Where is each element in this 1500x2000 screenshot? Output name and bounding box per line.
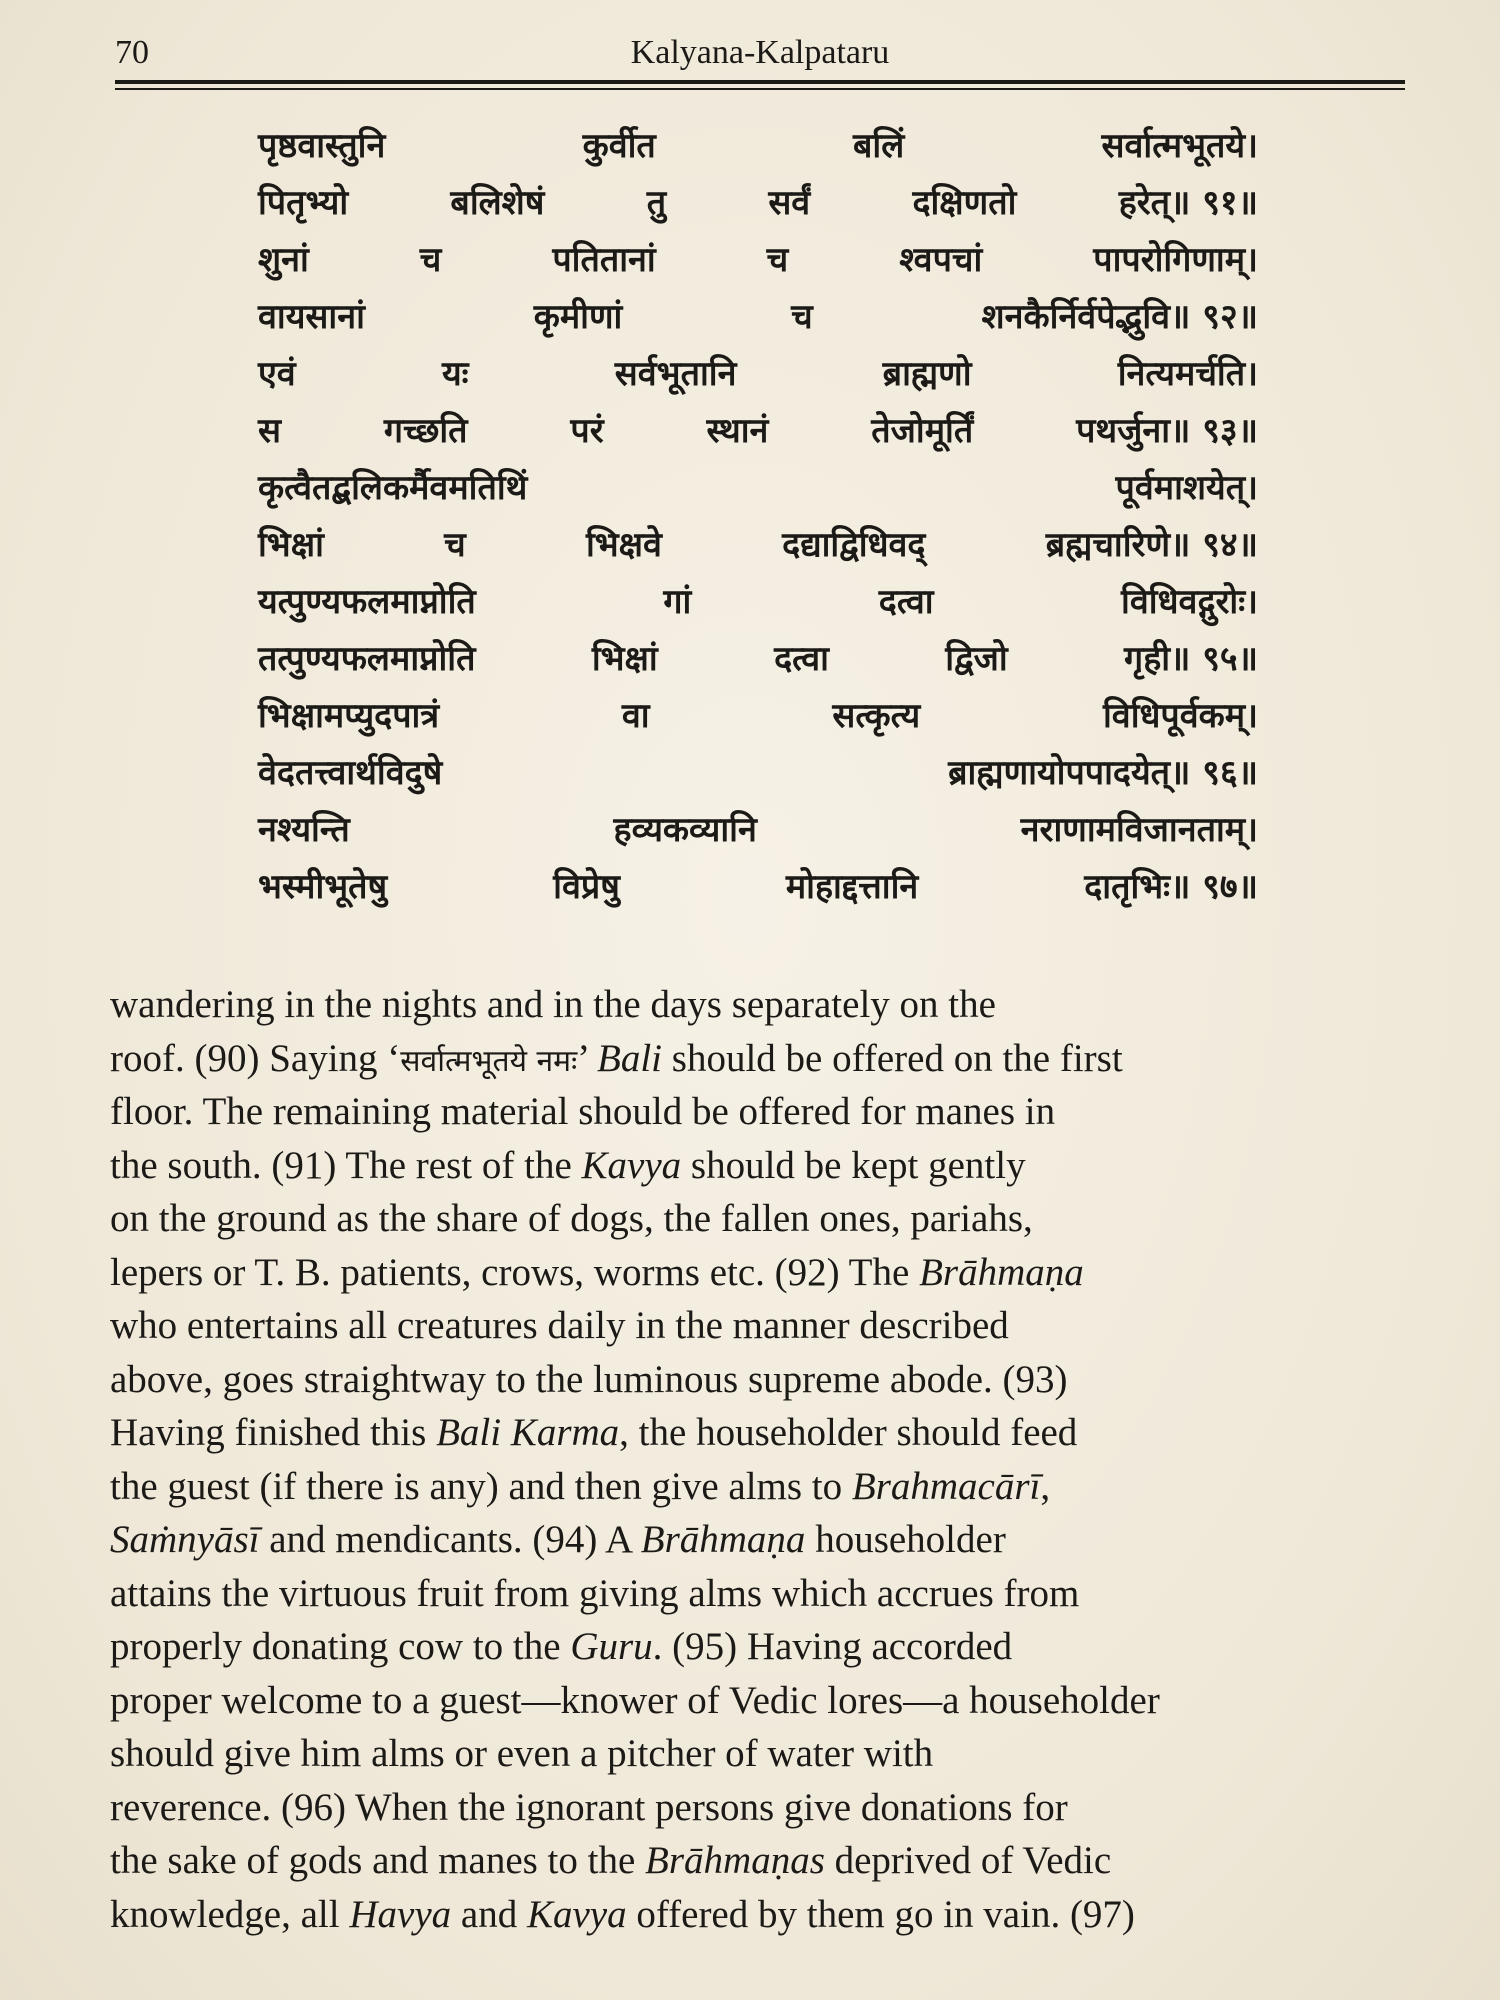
verse-word: दत्वा [774,639,829,679]
prose-segment: on the ground as the share of dogs, the fallen ones, pariahs, [110,1197,1033,1240]
prose-segment: , the householder should feed [619,1411,1078,1454]
prose-segment: Brahmacārī [851,1464,1041,1508]
prose-line [110,1085,1400,1139]
prose-segment: properly donating cow to the [110,1625,571,1668]
prose-segment: and [451,1892,527,1936]
verse-word: पूर्वमाशयेत्। [1115,468,1258,508]
prose-line [110,1620,1400,1674]
prose-segment: Bali Karma [436,1411,620,1454]
prose-segment: lepers or T. B. patients, crows, worms etc. (92) The [110,1250,920,1294]
prose-segment: Brāhmaṇa [640,1518,806,1561]
prose-segment: and mendicants. (94) A [259,1518,641,1561]
verse-word: पथर्जुना॥ ९३॥ [1076,411,1258,451]
prose-segment: the south. (91) The rest of the [110,1143,582,1187]
verse-word: विप्रेषु [553,867,620,907]
verse-word: च [766,240,789,280]
verse-word: मोहाद्दत्तानि [785,867,919,907]
verse-line [258,289,1258,346]
prose-segment: householder [805,1518,1006,1561]
verse-line [258,403,1258,460]
prose-segment: should give him alms or even a pitcher of water with [110,1732,934,1775]
verse-word: द्विजो [945,639,1008,679]
verse-word: भिक्षां [591,639,658,679]
prose-segment: Brāhmaṇa [919,1250,1084,1294]
verse-word: भिक्षामप्युदपात्रं [258,696,440,736]
verse-word: नराणामविजानताम्। [1020,810,1258,850]
verse-word: हरेत्॥ ९१॥ [1118,183,1258,223]
verse-word: दातृभिः॥ ९७॥ [1084,867,1258,907]
verse-line [258,688,1258,745]
verse-line [258,232,1258,289]
verse-word: च [419,240,442,280]
prose-line [110,1567,1400,1621]
verse-word: बलिशेषं [450,183,545,223]
prose-line [110,1192,1400,1246]
verse-word: श्वपचां [899,240,983,280]
page-header [115,30,1405,80]
prose-segment: should be offered on the first [662,1036,1123,1080]
verse-word: ब्राह्मणो [882,354,972,394]
prose-segment: ’ [577,1036,598,1080]
verse-word: सत्कृत्य [832,696,921,736]
prose-segment: deprived of Vedic [824,1839,1112,1882]
verse-word: यत्पुण्यफलमाप्नोति [258,582,476,622]
verse-word: स [258,411,281,451]
verse-word: पापरोगिणाम्। [1093,240,1258,280]
verse-word: कृमीणां [533,297,623,337]
prose-segment: attains the virtuous fruit from giving alms which accrues from [110,1571,1080,1615]
prose-segment: Guru [570,1625,653,1668]
prose-line [110,1513,1400,1567]
header-rule-thin [115,88,1405,90]
verse-word: दद्याद्विधिवद् [782,525,926,565]
verse-word: शनकैर्निर्वपेद्भुवि॥ ९२॥ [981,297,1258,337]
verse-word: कुर्वीत [582,126,656,166]
verse-word: बलिं [853,126,905,166]
prose-segment: wandering in the nights and in the days separately on the [110,983,996,1026]
verse-word: च [791,297,813,337]
page-number: 70 [115,34,149,71]
prose-segment: . (95) Having accorded [652,1625,1013,1668]
verse-word: ब्राह्मणायोपपादयेत्॥ ९६॥ [948,753,1258,793]
prose-segment: knowledge, all [110,1892,350,1936]
prose-segment: Brāhmaṇas [645,1839,825,1882]
verse-word: कृत्वैतद्बलिकर्मैवमतिथिं [258,468,528,508]
prose-line [110,1299,1400,1353]
prose-segment: the guest (if there is any) and then give alms to [110,1464,852,1508]
prose-segment: Kavya [581,1143,682,1187]
verse-word: सर्वं [768,183,811,223]
prose-line [110,1246,1400,1300]
prose-segment: Having finished this [110,1411,437,1454]
verse-word: सर्वभूतानि [614,354,737,394]
verse-word: भस्मीभूतेषु [258,867,388,907]
prose-segment: floor. The remaining material should be offered for manes in [110,1090,1056,1133]
verse-word: पतितानां [552,240,656,280]
prose-line [110,1727,1400,1781]
verse-word: वेदतत्त्वार्थविदुषे [258,753,443,793]
prose-line [110,1781,1400,1835]
verse-line [258,745,1258,802]
verse-line [258,802,1258,859]
verse-word: च [444,525,466,565]
verse-word: भिक्षां [258,525,324,565]
verse-word: दक्षिणतो [912,183,1017,223]
running-title: Kalyana-Kalpataru [630,34,890,71]
prose-segment: reverence. (96) When the ignorant persons give donations for [110,1785,1068,1829]
prose-segment: roof. (90) Saying ‘ [110,1036,401,1080]
verse-word: पृष्ठवास्तुनि [258,126,386,166]
verse-line [258,175,1258,232]
prose-segment: Kavya [526,1892,627,1936]
sanskrit-inline-phrase: सर्वात्मभूतये नमः [400,1043,578,1079]
prose-segment: the sake of gods and manes to the [110,1839,646,1882]
prose-line [110,1888,1400,1942]
prose-line [110,1032,1400,1086]
verse-line [258,631,1258,688]
verse-word: विधिवद्गुरोः। [1121,582,1258,622]
verse-word: गच्छति [383,411,468,451]
prose-line [110,1353,1400,1407]
header-rule-thick [115,80,1405,84]
prose-segment: who entertains all creatures daily in the manner described [110,1304,1009,1347]
verse-word: ब्रह्मचारिणे॥ ९४॥ [1045,525,1258,565]
prose-segment: Bali [597,1036,663,1080]
verse-line [258,118,1258,175]
verse-word: वायसानां [258,297,365,337]
english-translation [110,978,1400,1941]
verse-word: गां [663,582,692,622]
prose-segment: , [1040,1464,1051,1508]
verse-word: गृही॥ ९५॥ [1124,639,1258,679]
verse-word: एवं [258,354,296,394]
sanskrit-verses [258,118,1258,916]
verse-line [258,346,1258,403]
prose-line [110,1460,1400,1514]
verse-line [258,859,1258,916]
verse-word: दत्वा [878,582,934,622]
verse-line [258,517,1258,574]
prose-segment: above, goes straightway to the luminous supreme abode. (93) [110,1357,1068,1401]
prose-line [110,1834,1400,1888]
prose-segment: proper welcome to a guest—knower of Vedic lores—a householder [110,1678,1160,1722]
verse-word: परं [570,411,604,451]
verse-word: स्थानं [706,411,769,451]
prose-segment: Saṁnyāsī [110,1518,260,1561]
verse-word: तु [646,183,667,223]
verse-word: सर्वात्मभूतये। [1101,126,1258,166]
prose-line [110,978,1400,1032]
prose-line [110,1139,1400,1193]
prose-line [110,1674,1400,1728]
prose-segment: offered by them go in vain. (97) [626,1892,1135,1936]
prose-segment: should be kept gently [681,1143,1026,1187]
verse-word: तत्पुण्यफलमाप्नोति [258,639,476,679]
verse-word: नित्यमर्चति। [1117,354,1258,394]
prose-segment: Havya [349,1892,452,1936]
verse-word: यः [441,354,469,394]
verse-word: पितृभ्यो [258,183,349,223]
verse-word: शुनां [258,240,309,280]
verse-line [258,574,1258,631]
prose-line [110,1406,1400,1460]
verse-word: विधिपूर्वकम्। [1103,696,1258,736]
verse-line [258,460,1258,517]
verse-word: हव्यकव्यानि [613,810,757,850]
verse-word: भिक्षवे [585,525,662,565]
verse-word: नश्यन्ति [258,810,350,850]
verse-word: वा [621,696,650,736]
verse-word: तेजोमूर्तिं [871,411,974,451]
